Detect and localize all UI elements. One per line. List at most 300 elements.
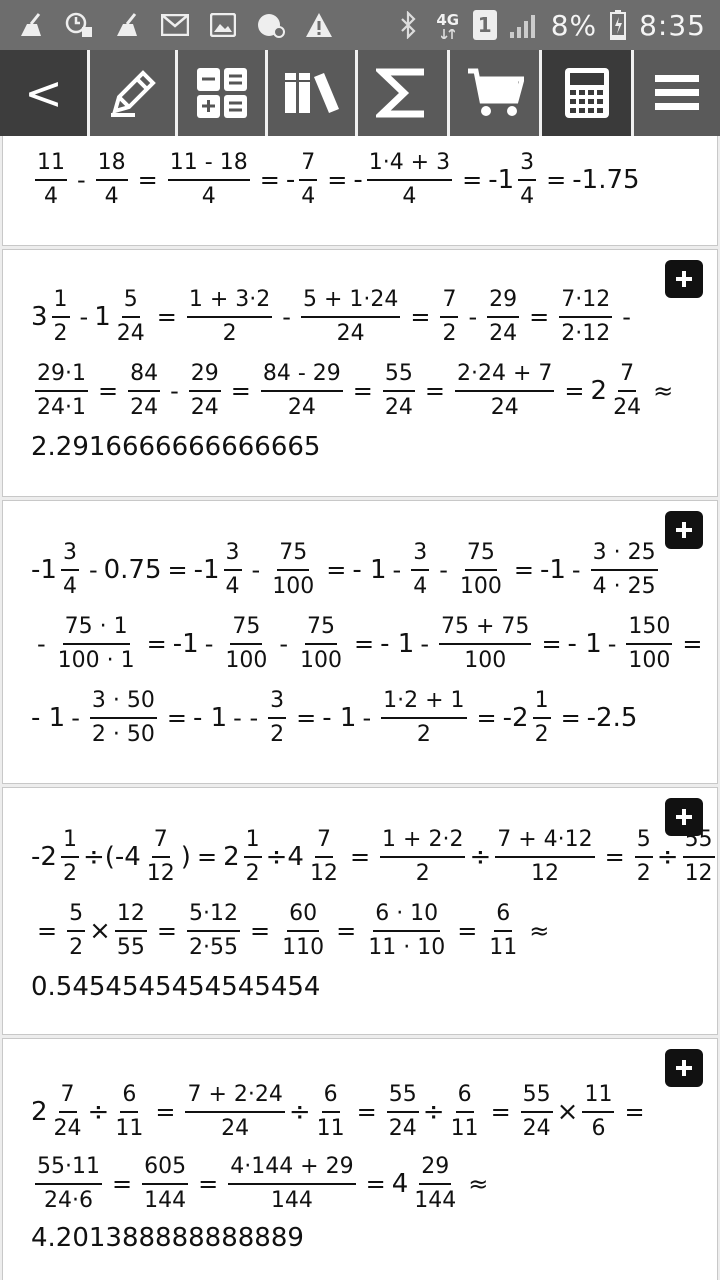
- expression-line: [31, 900, 555, 961]
- add-button[interactable]: [665, 260, 703, 298]
- operator: =: [198, 1169, 219, 1198]
- fraction: [367, 149, 452, 210]
- result-value: [31, 432, 320, 462]
- cart-icon: [466, 67, 524, 119]
- fraction: [52, 1081, 84, 1142]
- operator: =: [354, 629, 375, 658]
- operator: -: [279, 629, 289, 658]
- denominator: 4 · 25: [592, 573, 656, 599]
- fraction: [115, 900, 147, 961]
- operator: -: [71, 703, 80, 732]
- plus-icon: [675, 1059, 693, 1077]
- network-label: 4G: [436, 11, 460, 29]
- numerator: 2·24 + 7: [455, 360, 554, 392]
- denominator: 100 · 1: [57, 647, 135, 673]
- result-value: [31, 1223, 304, 1253]
- fraction: [61, 539, 79, 600]
- fraction: [270, 539, 316, 600]
- sum-button[interactable]: [358, 50, 450, 136]
- numerator: 7: [299, 149, 317, 181]
- fraction: [280, 900, 326, 961]
- number: 4: [391, 1168, 409, 1199]
- number: ÷: [656, 841, 679, 872]
- fraction: [411, 539, 429, 600]
- numerator: 11: [582, 1081, 614, 1113]
- denominator: 24: [522, 1115, 551, 1141]
- fraction: [187, 286, 272, 347]
- operator: =: [564, 376, 585, 405]
- numerator: 60: [287, 900, 319, 932]
- denominator: 11: [450, 1115, 479, 1141]
- operator: -: [37, 629, 46, 658]
- operator: =: [156, 916, 178, 945]
- number: - 1: [380, 628, 415, 659]
- fraction: [90, 687, 157, 748]
- numerator: 1 + 3·2: [187, 286, 272, 318]
- number: -2: [31, 841, 57, 872]
- denominator: 110: [282, 934, 325, 960]
- expression-line: [31, 360, 679, 421]
- fraction: [115, 286, 147, 347]
- number: - 1: [352, 554, 387, 585]
- denominator: 24: [388, 1115, 417, 1141]
- broom-icon: [112, 11, 142, 39]
- number: -1: [539, 554, 566, 585]
- operator: =: [476, 703, 497, 732]
- denominator: 2: [415, 860, 430, 886]
- expression-line: [31, 286, 637, 347]
- fraction: [189, 360, 221, 421]
- denominator: 144: [414, 1187, 457, 1213]
- fraction: [185, 1081, 284, 1142]
- calculator-icon: [563, 66, 611, 120]
- plus-icon: [675, 521, 693, 539]
- operator: =: [462, 165, 483, 194]
- operator: =: [196, 842, 218, 871]
- operator: -: [392, 555, 402, 584]
- number: - 1: [192, 702, 228, 733]
- denominator: 24·6: [44, 1187, 93, 1213]
- fraction: [381, 687, 466, 748]
- denominator: 11 · 10: [368, 934, 446, 960]
- numerator: 3: [224, 539, 242, 571]
- number: ÷4: [265, 841, 304, 872]
- denominator: 4: [413, 573, 428, 599]
- number: -1: [31, 554, 57, 585]
- numerator: 29: [419, 1153, 451, 1185]
- operator: -: [362, 703, 372, 732]
- numerator: 6: [456, 1081, 474, 1113]
- denominator: 100: [628, 647, 671, 673]
- fraction: [366, 900, 447, 961]
- denominator: 100: [272, 573, 315, 599]
- operator: -: [468, 302, 478, 331]
- fraction: [315, 1081, 347, 1142]
- denominator: 12: [146, 860, 175, 886]
- number: -1: [193, 554, 220, 585]
- operator: -: [88, 555, 98, 584]
- numerator: 11: [35, 149, 67, 181]
- fraction: [533, 687, 551, 748]
- number: ÷: [469, 841, 492, 872]
- fraction: [380, 826, 465, 887]
- result-card: [2, 249, 718, 497]
- operator: =: [97, 376, 119, 405]
- expression-line: [31, 1153, 494, 1214]
- numerator: 5 + 1·24: [301, 286, 400, 318]
- fraction: [582, 1081, 614, 1142]
- denominator: 4: [104, 183, 119, 209]
- back-button[interactable]: [0, 50, 90, 136]
- battery-icon: [609, 11, 627, 39]
- numerator: 3 · 25: [591, 539, 658, 571]
- numerator: 1: [61, 826, 79, 858]
- denominator: 24: [490, 394, 519, 420]
- number: 3: [31, 301, 48, 332]
- status-bar: [0, 0, 720, 50]
- operator: =: [296, 703, 317, 732]
- numerator: 3: [61, 539, 79, 571]
- number: -2.5: [586, 702, 638, 733]
- fraction: [635, 826, 653, 887]
- operator: =: [250, 916, 271, 945]
- number: ×: [556, 1096, 579, 1127]
- denominator: 4: [44, 183, 58, 209]
- operator: =: [457, 916, 478, 945]
- numerator: 7 + 2·24: [185, 1081, 284, 1113]
- fraction: [518, 149, 536, 210]
- operator: =: [410, 302, 431, 331]
- number: -: [285, 164, 296, 195]
- fraction: [96, 149, 128, 210]
- numerator: 84 - 29: [261, 360, 343, 392]
- operator: =: [327, 165, 348, 194]
- operator: =: [682, 629, 703, 658]
- number: - 1: [322, 702, 357, 733]
- add-button[interactable]: [665, 1049, 703, 1087]
- denominator: 11: [316, 1115, 345, 1141]
- number: ÷: [87, 1096, 110, 1127]
- number: -1.75: [572, 164, 640, 195]
- numerator: 12: [115, 900, 147, 932]
- hamburger-icon: [653, 73, 701, 113]
- numerator: 55: [387, 1081, 419, 1113]
- fraction: [458, 539, 504, 600]
- fraction: [52, 286, 70, 347]
- decimal-result: 4.201388888888889: [31, 1223, 304, 1253]
- operator: =: [352, 376, 373, 405]
- expression-line: [31, 687, 637, 748]
- number: 2: [31, 1096, 48, 1127]
- denominator: 4: [225, 573, 240, 599]
- denominator: 2: [442, 320, 457, 346]
- number: -2: [502, 702, 529, 733]
- number: ×: [89, 915, 111, 946]
- calculator-button[interactable]: [542, 50, 634, 136]
- expression-line: [31, 149, 640, 210]
- fraction: [683, 826, 715, 887]
- expression-line: [31, 613, 709, 674]
- decimal-result: 0.5454545454545454: [31, 972, 321, 1002]
- sim-label: 1: [477, 13, 492, 37]
- numerator: 55: [521, 1081, 553, 1113]
- fraction: [113, 1081, 145, 1142]
- operator: =: [155, 1097, 176, 1126]
- fraction: [412, 1153, 458, 1214]
- denominator: 2: [416, 721, 431, 747]
- operator: =: [604, 842, 625, 871]
- operator: -: [622, 302, 631, 331]
- fraction: [455, 360, 554, 421]
- operator: =: [349, 842, 371, 871]
- back-icon: <: [24, 66, 63, 120]
- denominator: 100: [300, 647, 343, 673]
- numerator: 11 - 18: [168, 149, 250, 181]
- fraction: [187, 900, 240, 961]
- battery-percent: 8%: [550, 8, 598, 42]
- number: -1: [488, 164, 515, 195]
- mail-icon: [160, 11, 190, 39]
- fraction-calc-button[interactable]: [178, 50, 268, 136]
- operator: -: [282, 302, 291, 331]
- denominator: 24: [287, 394, 316, 420]
- operator: =: [230, 376, 251, 405]
- numerator: 75: [305, 613, 337, 645]
- operator: =: [167, 555, 188, 584]
- numerator: 75: [277, 539, 309, 571]
- number: - 1: [567, 628, 602, 659]
- fraction: [35, 1153, 102, 1214]
- fraction: [387, 1081, 419, 1142]
- warning-icon: [304, 11, 334, 39]
- numerator: 75 · 1: [63, 613, 130, 645]
- denominator: 24·1: [37, 394, 86, 420]
- fraction: [591, 539, 658, 600]
- denominator: 100: [464, 647, 507, 673]
- numerator: 4·144 + 29: [228, 1153, 355, 1185]
- denominator: 12: [684, 860, 713, 886]
- bluetooth-icon: [393, 11, 423, 39]
- number: ÷: [288, 1096, 311, 1127]
- numerator: 5: [122, 286, 140, 318]
- broom-icon: [16, 11, 46, 39]
- fraction: [128, 360, 160, 421]
- operator: =: [624, 1097, 645, 1126]
- numerator: 5: [635, 826, 653, 858]
- fraction: [495, 826, 594, 887]
- fraction: [168, 149, 250, 210]
- operator: -: [571, 555, 581, 584]
- fraction: [626, 613, 672, 674]
- operator: =: [490, 1097, 511, 1126]
- fraction: [383, 360, 415, 421]
- expression-line: [31, 826, 719, 887]
- cart-button[interactable]: [450, 50, 542, 136]
- signal-icon: [509, 11, 539, 39]
- info-icon: [256, 11, 286, 39]
- operator: =: [546, 165, 567, 194]
- denominator: 12: [530, 860, 559, 886]
- result-card: [2, 136, 718, 246]
- decimal-result: 2.2916666666666665: [31, 432, 321, 462]
- number: -: [353, 164, 363, 195]
- fraction: [67, 900, 85, 961]
- calculator-keys-icon: [195, 66, 249, 120]
- operator: -: [607, 629, 617, 658]
- denominator: 24: [613, 394, 642, 420]
- expression-line: [31, 539, 662, 600]
- result-card: [2, 1038, 718, 1280]
- operator: - -: [233, 703, 259, 732]
- fraction: [299, 149, 317, 210]
- numerator: 3 · 50: [90, 687, 157, 719]
- add-button[interactable]: [665, 511, 703, 549]
- edit-button[interactable]: [90, 50, 178, 136]
- numerator: 75 + 75: [439, 613, 531, 645]
- fraction: [301, 286, 400, 347]
- number: 2: [223, 841, 240, 872]
- numerator: 3: [518, 149, 536, 181]
- denominator: 100: [459, 573, 502, 599]
- numerator: 55: [683, 826, 715, 858]
- numerator: 18: [96, 149, 128, 181]
- numerator: 3: [268, 687, 286, 719]
- denominator: 4: [201, 183, 216, 209]
- network-4g-icon: [435, 11, 461, 39]
- operator: =: [259, 165, 280, 194]
- numerator: 75: [465, 539, 497, 571]
- number: ÷: [422, 1096, 445, 1127]
- number: 0.75: [103, 554, 162, 585]
- operator: =: [37, 916, 58, 945]
- numerator: 7: [59, 1081, 77, 1113]
- operator: =: [166, 703, 187, 732]
- number: ): [180, 841, 191, 872]
- numerator: 29: [189, 360, 221, 392]
- numerator: 6: [120, 1081, 138, 1113]
- denominator: 12: [309, 860, 338, 886]
- fraction: [439, 613, 531, 674]
- numerator: 5·12: [187, 900, 240, 932]
- clock: 8:35: [639, 8, 706, 42]
- denominator: 2: [245, 860, 260, 886]
- operator: ≈: [653, 376, 674, 405]
- numerator: 7·12: [559, 286, 612, 318]
- denominator: 2·55: [189, 934, 238, 960]
- numerator: 605: [142, 1153, 188, 1185]
- fraction: [61, 826, 79, 887]
- denominator: 24: [489, 320, 518, 346]
- denominator: 100: [225, 647, 268, 673]
- denominator: 24: [53, 1115, 82, 1141]
- numerator: 6 · 10: [373, 900, 440, 932]
- result-value: [31, 972, 320, 1002]
- fraction: [487, 900, 519, 961]
- operator: ≈: [529, 916, 550, 945]
- operator: =: [541, 629, 562, 658]
- plus-icon: [675, 808, 693, 826]
- number: ÷(-4: [82, 841, 141, 872]
- menu-button[interactable]: [634, 50, 720, 136]
- operator: -: [439, 555, 448, 584]
- fraction: [449, 1081, 481, 1142]
- denominator: 2: [222, 320, 237, 346]
- fraction: [298, 613, 344, 674]
- denominator: 4: [301, 183, 316, 209]
- fraction: [56, 613, 137, 674]
- expression-line: [31, 1081, 651, 1142]
- books-icon: [283, 69, 341, 117]
- operator: -: [170, 376, 179, 405]
- fraction: [559, 286, 612, 347]
- denominator: 55: [116, 934, 145, 960]
- fraction: [145, 826, 177, 887]
- numerator: 1·2 + 1: [381, 687, 466, 719]
- denominator: 24: [336, 320, 365, 346]
- operator: =: [146, 629, 167, 658]
- fraction: [35, 149, 67, 210]
- results-list[interactable]: [0, 136, 720, 1280]
- numerator: 1: [533, 687, 551, 719]
- result-card: [2, 787, 718, 1035]
- operator: =: [137, 165, 158, 194]
- numerator: 7: [618, 360, 636, 392]
- operator: ≈: [468, 1169, 489, 1198]
- denominator: 144: [144, 1187, 187, 1213]
- fraction: [521, 1081, 553, 1142]
- denominator: 2: [62, 860, 77, 886]
- denominator: 2·12: [561, 320, 611, 346]
- denominator: 2: [69, 934, 84, 960]
- operator: =: [365, 1169, 386, 1198]
- numerator: 6: [322, 1081, 340, 1113]
- numerator: 6: [494, 900, 512, 932]
- number: 1: [94, 301, 111, 332]
- denominator: 24: [190, 394, 219, 420]
- numerator: 5: [67, 900, 85, 932]
- numerator: 1 + 2·2: [380, 826, 465, 858]
- operator: -: [79, 302, 89, 331]
- denominator: 24: [221, 1115, 250, 1141]
- fraction: [611, 360, 643, 421]
- numerator: 3: [411, 539, 429, 571]
- denominator: 11: [489, 934, 518, 960]
- denominator: 4: [62, 573, 77, 599]
- operator: =: [424, 376, 446, 405]
- operator: =: [529, 302, 550, 331]
- denominator: 4: [520, 183, 535, 209]
- library-button[interactable]: [268, 50, 358, 136]
- operator: -: [77, 165, 86, 194]
- denominator: 2: [534, 721, 549, 747]
- fraction: [223, 613, 269, 674]
- fraction: [142, 1153, 188, 1214]
- denominator: 144: [270, 1187, 313, 1213]
- sigma-icon: [376, 66, 430, 120]
- numerator: 1: [52, 286, 70, 318]
- denominator: 2: [53, 320, 68, 346]
- number: 2: [590, 375, 608, 406]
- number: - 1: [31, 702, 66, 733]
- operator: -: [204, 629, 214, 658]
- operator: =: [336, 916, 357, 945]
- numerator: 1·4 + 3: [367, 149, 452, 181]
- numerator: 84: [128, 360, 160, 392]
- image-icon: [208, 11, 238, 39]
- numerator: 7: [440, 286, 458, 318]
- fraction: [224, 539, 242, 600]
- numerator: 75: [230, 613, 262, 645]
